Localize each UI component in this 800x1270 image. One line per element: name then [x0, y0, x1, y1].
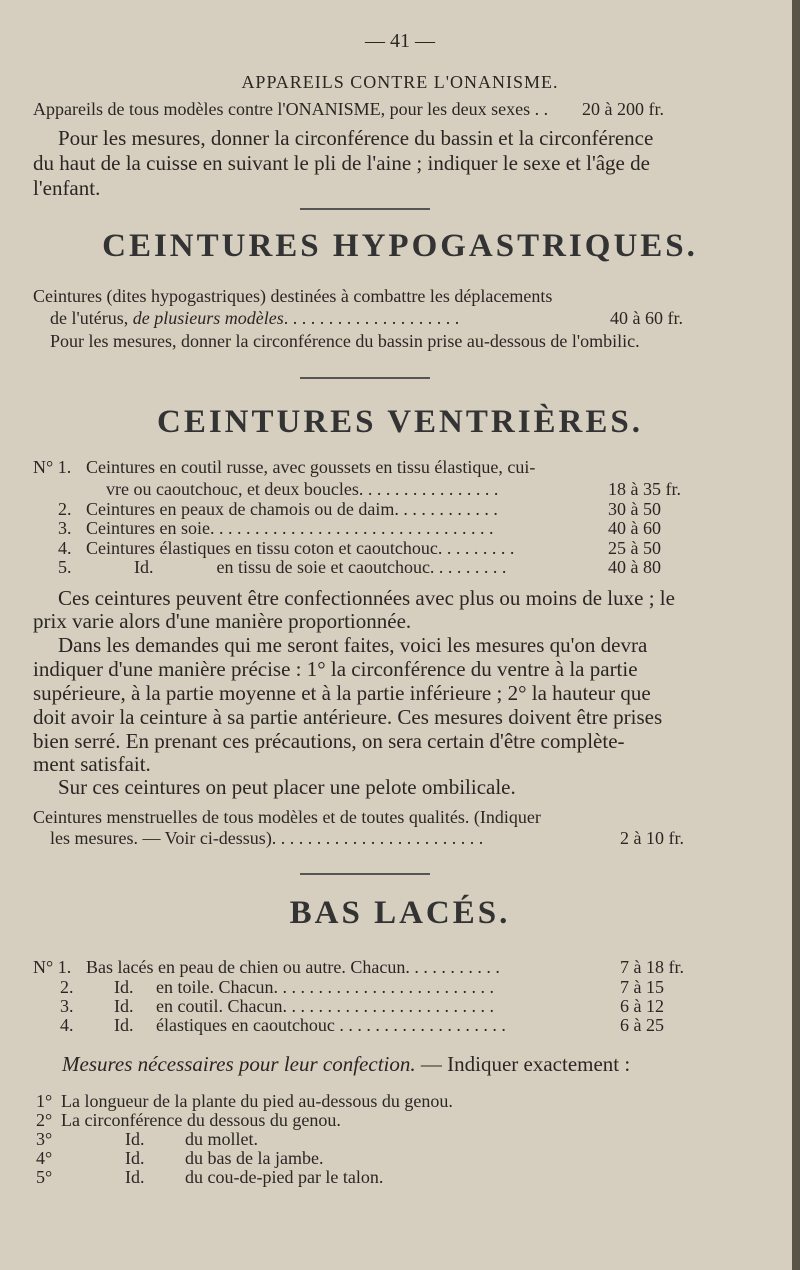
onanisme-para-line: du haut de la cuisse en suivant le pli de l'aine ; indiquer le sexe et l'âge de	[33, 151, 650, 175]
ventrieres-item-price: 25 à 50	[608, 538, 661, 558]
menstruelles-price: 2 à 10 fr.	[620, 828, 684, 848]
bas-item-number: 2.	[60, 977, 74, 997]
ventrieres-para-line: Ces ceintures peuvent être confectionnées avec plus ou moins de luxe ; le	[58, 586, 675, 610]
mesure-text: Id. du cou-de-pied par le talon.	[125, 1167, 384, 1187]
mesure-text: La circonférence du dessous du genou.	[61, 1110, 341, 1130]
ventrieres-item-number: 4.	[58, 538, 72, 558]
mesure-number: 1°	[36, 1091, 53, 1111]
ventrieres-para-line: Sur ces ceintures on peut placer une pelote ombilicale.	[58, 775, 516, 799]
bas-item-price: 6 à 25	[620, 1015, 664, 1035]
hypogastriques-line: Ceintures (dites hypogastriques) destinées à combattre les déplacements	[33, 286, 553, 306]
ventrieres-item-number: N° 1.	[33, 457, 72, 477]
onanisme-price: 20 à 200 fr.	[582, 99, 664, 119]
ventrieres-para-line: ment satisfait.	[33, 752, 151, 776]
menstruelles-line: Ceintures menstruelles de tous modèles et de toutes qualités. (Indiquer	[33, 807, 541, 827]
mesure-number: 2°	[36, 1110, 53, 1130]
mesure-number: 3°	[36, 1129, 53, 1149]
section-divider	[300, 208, 430, 210]
onanisme-line: Appareils de tous modèles contre l'ONANISME, pour les deux sexes . .	[33, 99, 549, 119]
bas-item-price: 7 à 18 fr.	[620, 957, 684, 977]
mesure-text: Id. du mollet.	[125, 1129, 258, 1149]
ventrieres-para-line: Dans les demandes qui me seront faites, voici les mesures qu'on devra	[58, 633, 648, 657]
bas-item-text: Bas lacés en peau de chien ou autre. Chacun. . . . . . . . . . .	[86, 957, 500, 977]
ventrieres-item-text: Ceintures élastiques en tissu coton et caoutchouc. . . . . . . . .	[86, 538, 515, 558]
hypogastriques-heading: CEINTURES HYPOGASTRIQUES.	[102, 228, 698, 264]
page-number: — 41 —	[365, 30, 435, 52]
bas-item-number: 4.	[60, 1015, 74, 1035]
ventrieres-para-line: prix varie alors d'une manière proportionnée.	[33, 609, 412, 633]
ventrieres-item-text: Ceintures en coutil russe, avec goussets en tissu élastique, cui-	[86, 457, 536, 477]
mesures-title: Mesures nécessaires pour leur confection. — Indiquer exactement :	[62, 1052, 631, 1076]
ventrieres-item-price: 30 à 50	[608, 499, 661, 519]
bas-item-price: 6 à 12	[620, 996, 664, 1016]
mesure-number: 4°	[36, 1148, 53, 1168]
ventrieres-item-price: 40 à 60	[608, 518, 661, 538]
onanisme-heading: APPAREILS CONTRE L'ONANISME.	[241, 72, 559, 92]
section-divider	[300, 377, 430, 379]
bas-item-price: 7 à 15	[620, 977, 664, 997]
section-divider	[300, 873, 430, 875]
ventrieres-para-line: doit avoir la ceinture à sa partie antérieure. Ces mesures doivent être prises	[33, 705, 663, 729]
ventrieres-para-line: bien serré. En prenant ces précautions, on sera certain d'être complète-	[33, 729, 625, 753]
ventrieres-heading: CEINTURES VENTRIÈRES.	[156, 404, 644, 440]
onanisme-para-line: l'enfant.	[33, 176, 101, 200]
ventrieres-para-line: supérieure, à la partie moyenne et à la partie inférieure ; 2° la hauteur que	[33, 681, 651, 705]
mesure-text: Id. du bas de la jambe.	[125, 1148, 324, 1168]
hypogastriques-price: 40 à 60 fr.	[610, 308, 683, 328]
bas-item-text: Id. en toile. Chacun. . . . . . . . . . . . . . . . . . . . . . . . .	[114, 977, 494, 997]
bas-item-text: Id. élastiques en caoutchouc . . . . . . . . . . . . . . . . . . .	[114, 1015, 506, 1035]
ventrieres-item-number: 2.	[58, 499, 72, 519]
ventrieres-item-number: 3.	[58, 518, 72, 538]
ventrieres-item-text: Ceintures en peaux de chamois ou de daim. . . . . . . . . . . .	[86, 499, 498, 519]
bas-item-number: N° 1.	[33, 957, 72, 977]
ventrieres-item-text: Ceintures en soie. . . . . . . . . . . . . . . . . . . . . . . . . . . . . . . .	[86, 518, 494, 538]
ventrieres-item-price: 18 à 35 fr.	[608, 479, 681, 499]
hypogastriques-line: de l'utérus, de plusieurs modèles. . . . . . . . . . . . . . . . . . . .	[50, 308, 460, 328]
ventrieres-item-price: 40 à 80	[608, 557, 661, 577]
mesure-text: La longueur de la plante du pied au-dessous du genou.	[61, 1091, 453, 1111]
ventrieres-item-number: 5.	[58, 557, 72, 577]
ventrieres-item-text: Id. en tissu de soie et caoutchouc. . . . . . . . .	[134, 557, 507, 577]
menstruelles-line: les mesures. — Voir ci-dessus). . . . . . . . . . . . . . . . . . . . . . . .	[50, 828, 484, 848]
bas-item-number: 3.	[60, 996, 74, 1016]
mesure-number: 5°	[36, 1167, 53, 1187]
hypogastriques-line: Pour les mesures, donner la circonférence du bassin prise au-dessous de l'ombilic.	[50, 331, 640, 351]
page-edge-shadow	[792, 0, 800, 1270]
onanisme-para-line: Pour les mesures, donner la circonférence du bassin et la circonférence	[58, 126, 654, 150]
bas-heading: BAS LACÉS.	[289, 895, 511, 931]
ventrieres-item-text: vre ou caoutchouc, et deux boucles. . . . . . . . . . . . . . . .	[106, 479, 499, 499]
ventrieres-para-line: indiquer d'une manière précise : 1° la circonférence du ventre à la partie	[33, 657, 638, 681]
bas-item-text: Id. en coutil. Chacun. . . . . . . . . . . . . . . . . . . . . . . .	[114, 996, 494, 1016]
